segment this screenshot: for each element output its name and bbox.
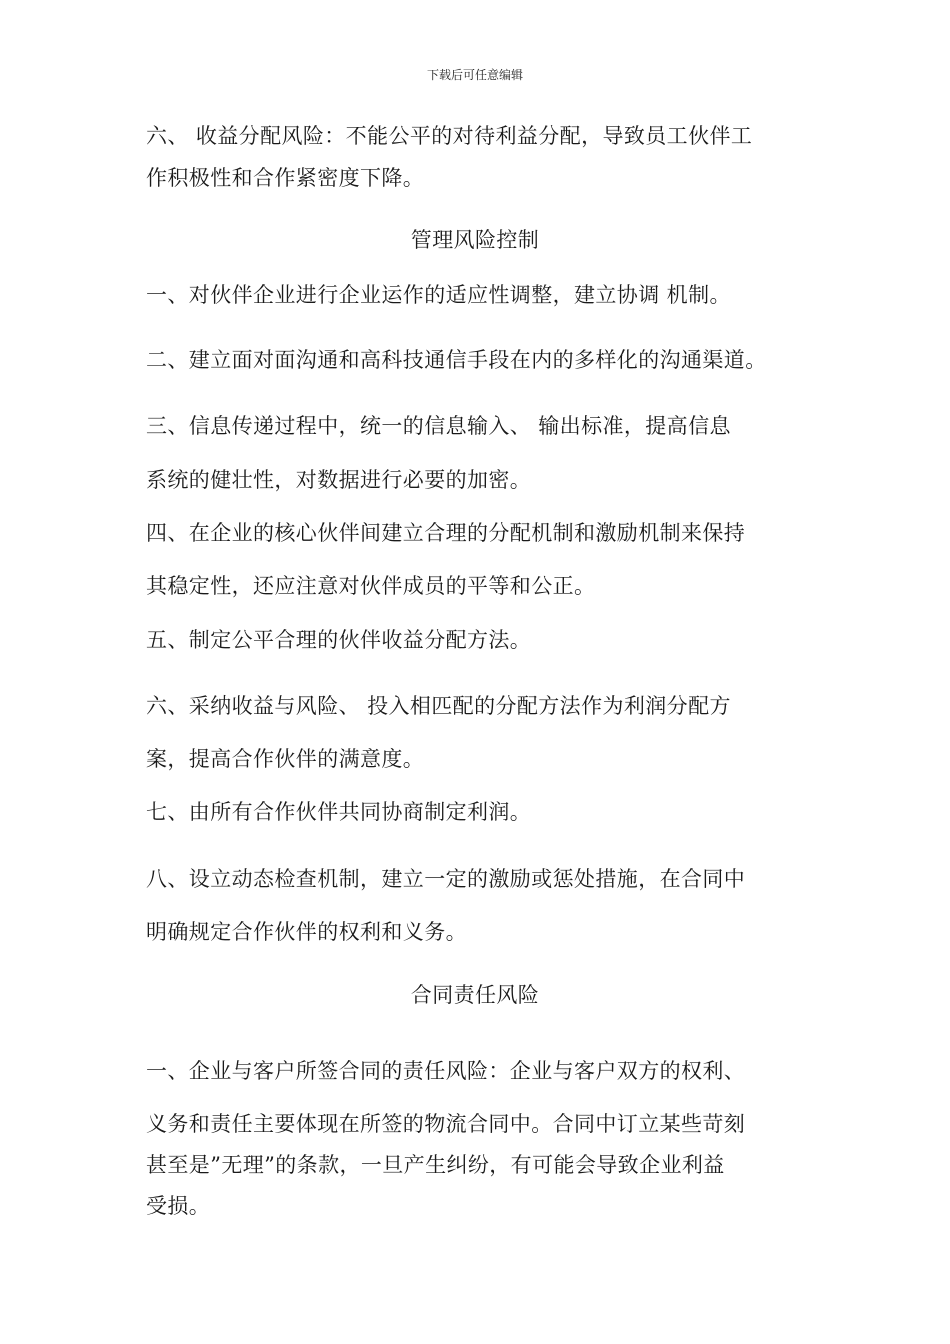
paragraph-line: 案，提高合作伙伴的满意度。 [146, 747, 425, 771]
paragraph-line: 一、对伙伴企业进行企业运作的适应性调整，建立协调 机制。 [146, 283, 731, 307]
paragraph-line: 四、在企业的核心伙伴间建立合理的分配机制和激励机制来保持 [146, 521, 746, 545]
paragraph-line: 三、信息传递过程中，统一的信息输入、 输出标准，提高信息 [146, 414, 731, 438]
paragraph-line: 六、 收益分配风险：不能公平的对待利益分配，导致员工伙伴工 [146, 124, 753, 148]
paragraph-line: 义务和责任主要体现在所签的物流合同中。合同中订立某些苛刻 [146, 1112, 746, 1136]
section-heading: 管理风险控制 [410, 228, 540, 252]
paragraph-line: 受损。 [146, 1194, 211, 1218]
paragraph-line: 五、制定公平合理的伙伴收益分配方法。 [146, 628, 532, 652]
paragraph-line: 作积极性和合作紧密度下降。 [146, 166, 425, 190]
paragraph-line: 七、由所有合作伙伴共同协商制定利润。 [146, 800, 532, 824]
paragraph-line: 甚至是”无理”的条款，一旦产生纠纷，有可能会导致企业利益 [146, 1153, 725, 1177]
paragraph-line: 系统的健壮性，对数据进行必要的加密。 [146, 468, 532, 492]
paragraph-line: 六、采纳收益与风险、 投入相匹配的分配方法作为利润分配方 [146, 694, 731, 718]
section-heading: 合同责任风险 [410, 983, 540, 1007]
paragraph-line: 明确规定合作伙伴的权利和义务。 [146, 920, 467, 944]
paragraph-line: 一、企业与客户所签合同的责任风险：企业与客户双方的权利、 [146, 1059, 746, 1083]
paragraph-line: 二、建立面对面沟通和高科技通信手段在内的多样化的沟通渠道。 [146, 348, 767, 372]
paragraph-line: 其稳定性，还应注意对伙伴成员的平等和公正。 [146, 574, 596, 598]
paragraph-line: 八、设立动态检查机制，建立一定的激励或惩处措施，在合同中 [146, 867, 746, 891]
page-header: 下载后可任意编辑 [426, 68, 523, 82]
